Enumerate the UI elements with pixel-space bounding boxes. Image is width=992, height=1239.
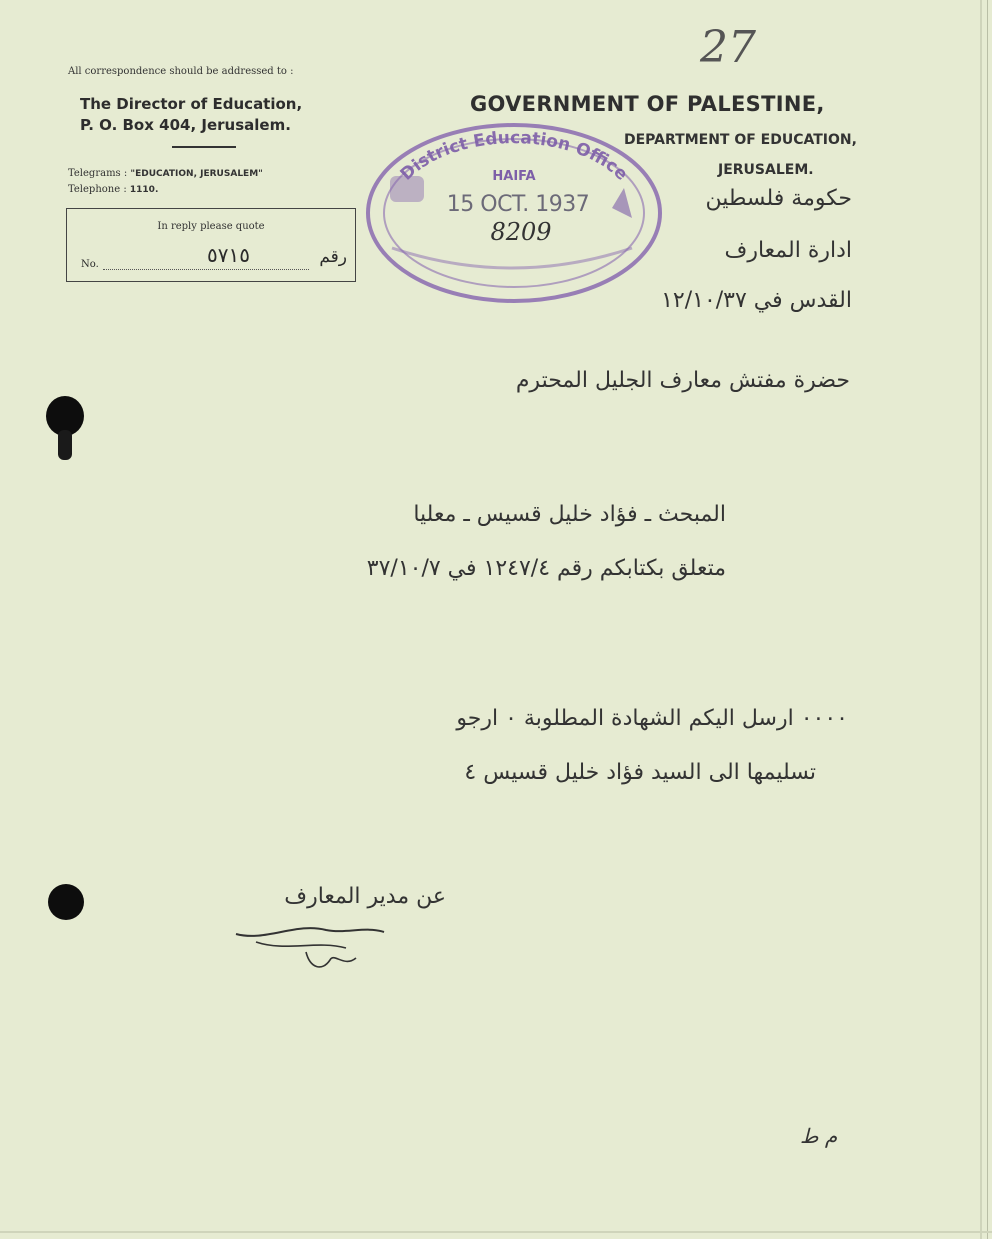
page-edge-right bbox=[980, 0, 982, 1239]
telegrams-label: Telegrams : bbox=[68, 168, 128, 179]
stamp-handwritten-number: 8209 bbox=[490, 218, 552, 246]
telephone-label: Telephone : bbox=[68, 184, 127, 195]
city-heading: JERUSALEM. bbox=[718, 162, 814, 178]
reply-reference-box bbox=[66, 208, 356, 282]
department-heading: DEPARTMENT OF EDUCATION, bbox=[624, 132, 857, 148]
page-edge-right-outer bbox=[987, 0, 988, 1239]
body-line-2: تسليمها الى السيد فؤاد خليل قسيس ٤ bbox=[464, 760, 816, 785]
signoff-line: عن مدير المعارف bbox=[284, 884, 446, 909]
reference-line: متعلق بكتابكم رقم ١٢٤٧/٤ في ٣٧/١٠/٧ bbox=[366, 556, 726, 581]
punch-hole-top-tear bbox=[58, 430, 72, 460]
arabic-government: حكومة فلسطين bbox=[705, 186, 852, 211]
addressee-line: حضرة مفتش معارف الجليل المحترم bbox=[515, 368, 850, 393]
punch-hole-bottom bbox=[48, 884, 84, 920]
no-label: No. bbox=[81, 259, 99, 270]
subject-line: المبحث ـ فؤاد خليل قسيس ـ معليا bbox=[413, 502, 726, 527]
contact-info bbox=[68, 166, 263, 198]
stamp-date: 15 OCT. 1937 bbox=[446, 192, 590, 217]
arabic-department: ادارة المعارف bbox=[724, 238, 852, 263]
footer-initials: م ط bbox=[800, 1124, 838, 1148]
director-address bbox=[80, 94, 302, 136]
handwritten-page-number: 27 bbox=[700, 22, 756, 73]
raqm-label: رقم bbox=[319, 247, 347, 267]
handwritten-signature bbox=[226, 912, 396, 982]
reference-dotted-line bbox=[103, 269, 309, 270]
director-line-2: P. O. Box 404, Jerusalem. bbox=[80, 116, 291, 134]
telephone-value: 1110. bbox=[129, 185, 159, 195]
telegrams-value: "EDUCATION, JERUSALEM" bbox=[130, 169, 263, 179]
arabic-date-line: القدس في ١٢/١٠/٣٧ bbox=[661, 288, 852, 313]
letterhead-divider bbox=[172, 146, 236, 148]
correspondence-note: All correspondence should be addressed to : bbox=[68, 66, 294, 77]
reference-number: ٥٧١٥ bbox=[207, 243, 250, 267]
government-heading: GOVERNMENT OF PALESTINE, bbox=[470, 92, 825, 116]
body-line-1: ٠٠٠٠ ارسل اليكم الشهادة المطلوبة ٠ ارجو bbox=[456, 706, 848, 731]
stamp-city: HAIFA bbox=[492, 169, 536, 184]
reply-instruction: In reply please quote bbox=[157, 221, 265, 232]
page-edge-bottom bbox=[0, 1231, 992, 1233]
director-line-1: The Director of Education, bbox=[80, 95, 303, 113]
stamp-office-text: District Education Office bbox=[396, 128, 632, 185]
